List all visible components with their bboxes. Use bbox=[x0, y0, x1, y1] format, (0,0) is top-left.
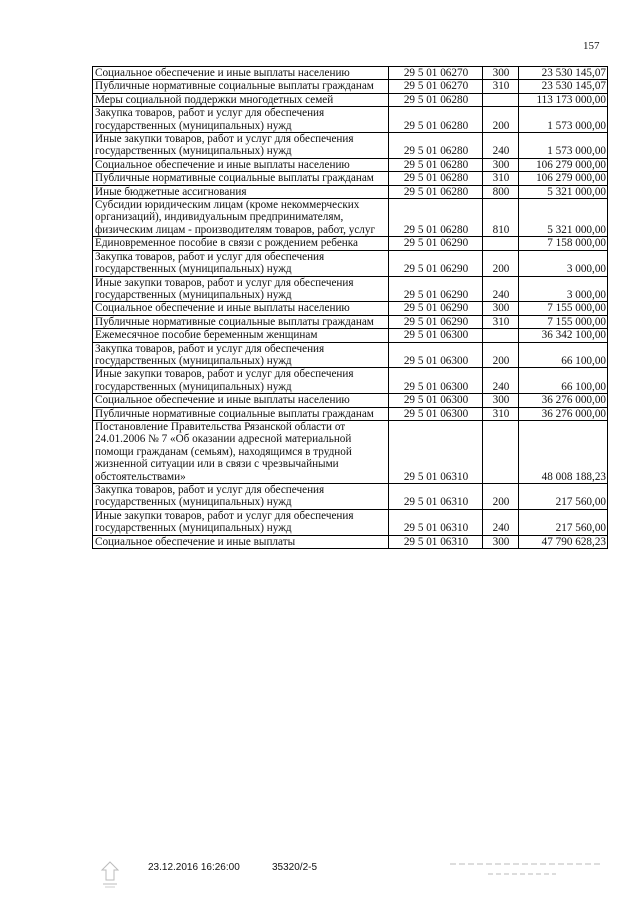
table-row bbox=[93, 276, 608, 302]
row-sum-cell: 1 573 000,00 bbox=[519, 107, 608, 133]
row-code-cell: 29 5 01 06300 bbox=[389, 329, 483, 342]
row-sum-cell: 113 173 000,00 bbox=[519, 93, 608, 106]
row-expense-type-cell bbox=[483, 420, 519, 483]
budget-table bbox=[92, 66, 608, 549]
row-name-cell: Закупка товаров, работ и услуг для обеспечения государственных (муниципальных) нужд bbox=[93, 250, 389, 276]
row-name-cell: Иные бюджетные ассигнования bbox=[93, 185, 389, 198]
footer-document-id: 35320/2-5 bbox=[272, 862, 318, 873]
row-expense-type-cell: 240 bbox=[483, 509, 519, 535]
table-row bbox=[93, 315, 608, 328]
row-sum-cell: 106 279 000,00 bbox=[519, 158, 608, 171]
row-expense-type-cell: 200 bbox=[483, 250, 519, 276]
page-number: 157 bbox=[583, 40, 600, 52]
row-code-cell: 29 5 01 06290 bbox=[389, 237, 483, 250]
row-code-cell: 29 5 01 06280 bbox=[389, 172, 483, 185]
table-row bbox=[93, 172, 608, 185]
row-sum-cell: 36 276 000,00 bbox=[519, 407, 608, 420]
table-row bbox=[93, 535, 608, 548]
row-name-cell: Иные закупки товаров, работ и услуг для обеспечения государственных (муниципальных) нужд bbox=[93, 368, 389, 394]
row-sum-cell: 23 530 145,07 bbox=[519, 80, 608, 93]
row-name-cell: Закупка товаров, работ и услуг для обеспечения государственных (муниципальных) нужд bbox=[93, 342, 389, 368]
row-name-cell: Постановление Правительства Рязанской области от 24.01.2006 № 7 «Об оказании адресной материальной помощи гражданам (семьям), находящимся в трудной жизненной ситуации или в связи с чрезвычайными обстоятельствами» bbox=[93, 420, 389, 483]
row-expense-type-cell: 300 bbox=[483, 158, 519, 171]
row-name-cell: Публичные нормативные социальные выплаты гражданам bbox=[93, 407, 389, 420]
row-expense-type-cell: 310 bbox=[483, 172, 519, 185]
row-expense-type-cell: 300 bbox=[483, 394, 519, 407]
row-expense-type-cell: 300 bbox=[483, 535, 519, 548]
row-code-cell: 29 5 01 06310 bbox=[389, 484, 483, 510]
row-name-cell: Иные закупки товаров, работ и услуг для обеспечения государственных (муниципальных) нужд bbox=[93, 509, 389, 535]
table-row bbox=[93, 509, 608, 535]
row-expense-type-cell: 310 bbox=[483, 407, 519, 420]
row-sum-cell: 66 100,00 bbox=[519, 342, 608, 368]
row-sum-cell: 217 560,00 bbox=[519, 509, 608, 535]
row-code-cell: 29 5 01 06310 bbox=[389, 535, 483, 548]
row-name-cell: Закупка товаров, работ и услуг для обеспечения государственных (муниципальных) нужд bbox=[93, 484, 389, 510]
row-sum-cell: 3 000,00 bbox=[519, 276, 608, 302]
row-name-cell: Публичные нормативные социальные выплаты гражданам bbox=[93, 315, 389, 328]
table-row bbox=[93, 329, 608, 342]
row-sum-cell: 3 000,00 bbox=[519, 250, 608, 276]
table-row bbox=[93, 302, 608, 315]
row-expense-type-cell: 300 bbox=[483, 67, 519, 80]
row-code-cell: 29 5 01 06270 bbox=[389, 67, 483, 80]
table-row bbox=[93, 250, 608, 276]
row-code-cell: 29 5 01 06290 bbox=[389, 276, 483, 302]
row-code-cell: 29 5 01 06280 bbox=[389, 199, 483, 237]
row-name-cell: Закупка товаров, работ и услуг для обеспечения государственных (муниципальных) нужд bbox=[93, 107, 389, 133]
row-expense-type-cell: 200 bbox=[483, 484, 519, 510]
table-row bbox=[93, 80, 608, 93]
row-code-cell: 29 5 01 06280 bbox=[389, 185, 483, 198]
row-code-cell: 29 5 01 06270 bbox=[389, 80, 483, 93]
row-sum-cell: 7 155 000,00 bbox=[519, 302, 608, 315]
table-row bbox=[93, 185, 608, 198]
row-expense-type-cell: 300 bbox=[483, 302, 519, 315]
row-name-cell: Социальное обеспечение и иные выплаты населению bbox=[93, 302, 389, 315]
row-code-cell: 29 5 01 06300 bbox=[389, 368, 483, 394]
table-row bbox=[93, 484, 608, 510]
row-name-cell: Социальное обеспечение и иные выплаты bbox=[93, 535, 389, 548]
table-row bbox=[93, 420, 608, 483]
registry-emblem-icon bbox=[98, 858, 122, 890]
row-code-cell: 29 5 01 06290 bbox=[389, 250, 483, 276]
row-expense-type-cell: 240 bbox=[483, 276, 519, 302]
row-code-cell: 29 5 01 06300 bbox=[389, 407, 483, 420]
faint-stamp-mark bbox=[448, 858, 608, 880]
table-row bbox=[93, 133, 608, 159]
row-expense-type-cell: 240 bbox=[483, 133, 519, 159]
row-sum-cell: 23 530 145,07 bbox=[519, 67, 608, 80]
row-name-cell: Публичные нормативные социальные выплаты гражданам bbox=[93, 80, 389, 93]
row-code-cell: 29 5 01 06280 bbox=[389, 107, 483, 133]
row-code-cell: 29 5 01 06310 bbox=[389, 420, 483, 483]
row-code-cell: 29 5 01 06280 bbox=[389, 93, 483, 106]
row-expense-type-cell: 810 bbox=[483, 199, 519, 237]
row-sum-cell: 66 100,00 bbox=[519, 368, 608, 394]
row-sum-cell: 5 321 000,00 bbox=[519, 185, 608, 198]
row-sum-cell: 217 560,00 bbox=[519, 484, 608, 510]
table-row bbox=[93, 107, 608, 133]
row-code-cell: 29 5 01 06280 bbox=[389, 158, 483, 171]
row-name-cell: Социальное обеспечение и иные выплаты населению bbox=[93, 394, 389, 407]
table-row bbox=[93, 368, 608, 394]
row-name-cell: Субсидии юридическим лицам (кроме некоммерческих организаций), индивидуальным предпринимателям, физическим лицам - производителям товаров, работ, услуг bbox=[93, 199, 389, 237]
row-expense-type-cell: 200 bbox=[483, 342, 519, 368]
table-row bbox=[93, 394, 608, 407]
row-sum-cell: 36 342 100,00 bbox=[519, 329, 608, 342]
table-row bbox=[93, 199, 608, 237]
table-row bbox=[93, 93, 608, 106]
row-sum-cell: 7 158 000,00 bbox=[519, 237, 608, 250]
row-name-cell: Публичные нормативные социальные выплаты гражданам bbox=[93, 172, 389, 185]
row-expense-type-cell bbox=[483, 329, 519, 342]
row-code-cell: 29 5 01 06280 bbox=[389, 133, 483, 159]
row-code-cell: 29 5 01 06310 bbox=[389, 509, 483, 535]
row-sum-cell: 48 008 188,23 bbox=[519, 420, 608, 483]
row-sum-cell: 36 276 000,00 bbox=[519, 394, 608, 407]
row-name-cell: Иные закупки товаров, работ и услуг для обеспечения государственных (муниципальных) нужд bbox=[93, 276, 389, 302]
table-row bbox=[93, 67, 608, 80]
row-name-cell: Социальное обеспечение и иные выплаты населению bbox=[93, 158, 389, 171]
row-name-cell: Единовременное пособие в связи с рождением ребенка bbox=[93, 237, 389, 250]
row-sum-cell: 106 279 000,00 bbox=[519, 172, 608, 185]
page-footer bbox=[0, 858, 640, 898]
row-expense-type-cell: 310 bbox=[483, 315, 519, 328]
row-sum-cell: 47 790 628,23 bbox=[519, 535, 608, 548]
row-expense-type-cell: 240 bbox=[483, 368, 519, 394]
row-sum-cell: 1 573 000,00 bbox=[519, 133, 608, 159]
row-name-cell: Социальное обеспечение и иные выплаты населению bbox=[93, 67, 389, 80]
row-sum-cell: 5 321 000,00 bbox=[519, 199, 608, 237]
row-code-cell: 29 5 01 06290 bbox=[389, 315, 483, 328]
table-row bbox=[93, 158, 608, 171]
footer-timestamp: 23.12.2016 16:26:00 bbox=[148, 862, 240, 873]
row-code-cell: 29 5 01 06300 bbox=[389, 394, 483, 407]
row-name-cell: Иные закупки товаров, работ и услуг для обеспечения государственных (муниципальных) нужд bbox=[93, 133, 389, 159]
row-expense-type-cell bbox=[483, 237, 519, 250]
budget-table-body bbox=[93, 67, 608, 549]
row-expense-type-cell: 200 bbox=[483, 107, 519, 133]
row-name-cell: Меры социальной поддержки многодетных семей bbox=[93, 93, 389, 106]
table-row bbox=[93, 237, 608, 250]
table-row bbox=[93, 407, 608, 420]
row-expense-type-cell: 800 bbox=[483, 185, 519, 198]
row-name-cell: Ежемесячное пособие беременным женщинам bbox=[93, 329, 389, 342]
row-code-cell: 29 5 01 06290 bbox=[389, 302, 483, 315]
table-row bbox=[93, 342, 608, 368]
row-sum-cell: 7 155 000,00 bbox=[519, 315, 608, 328]
row-expense-type-cell bbox=[483, 93, 519, 106]
row-code-cell: 29 5 01 06300 bbox=[389, 342, 483, 368]
row-expense-type-cell: 310 bbox=[483, 80, 519, 93]
